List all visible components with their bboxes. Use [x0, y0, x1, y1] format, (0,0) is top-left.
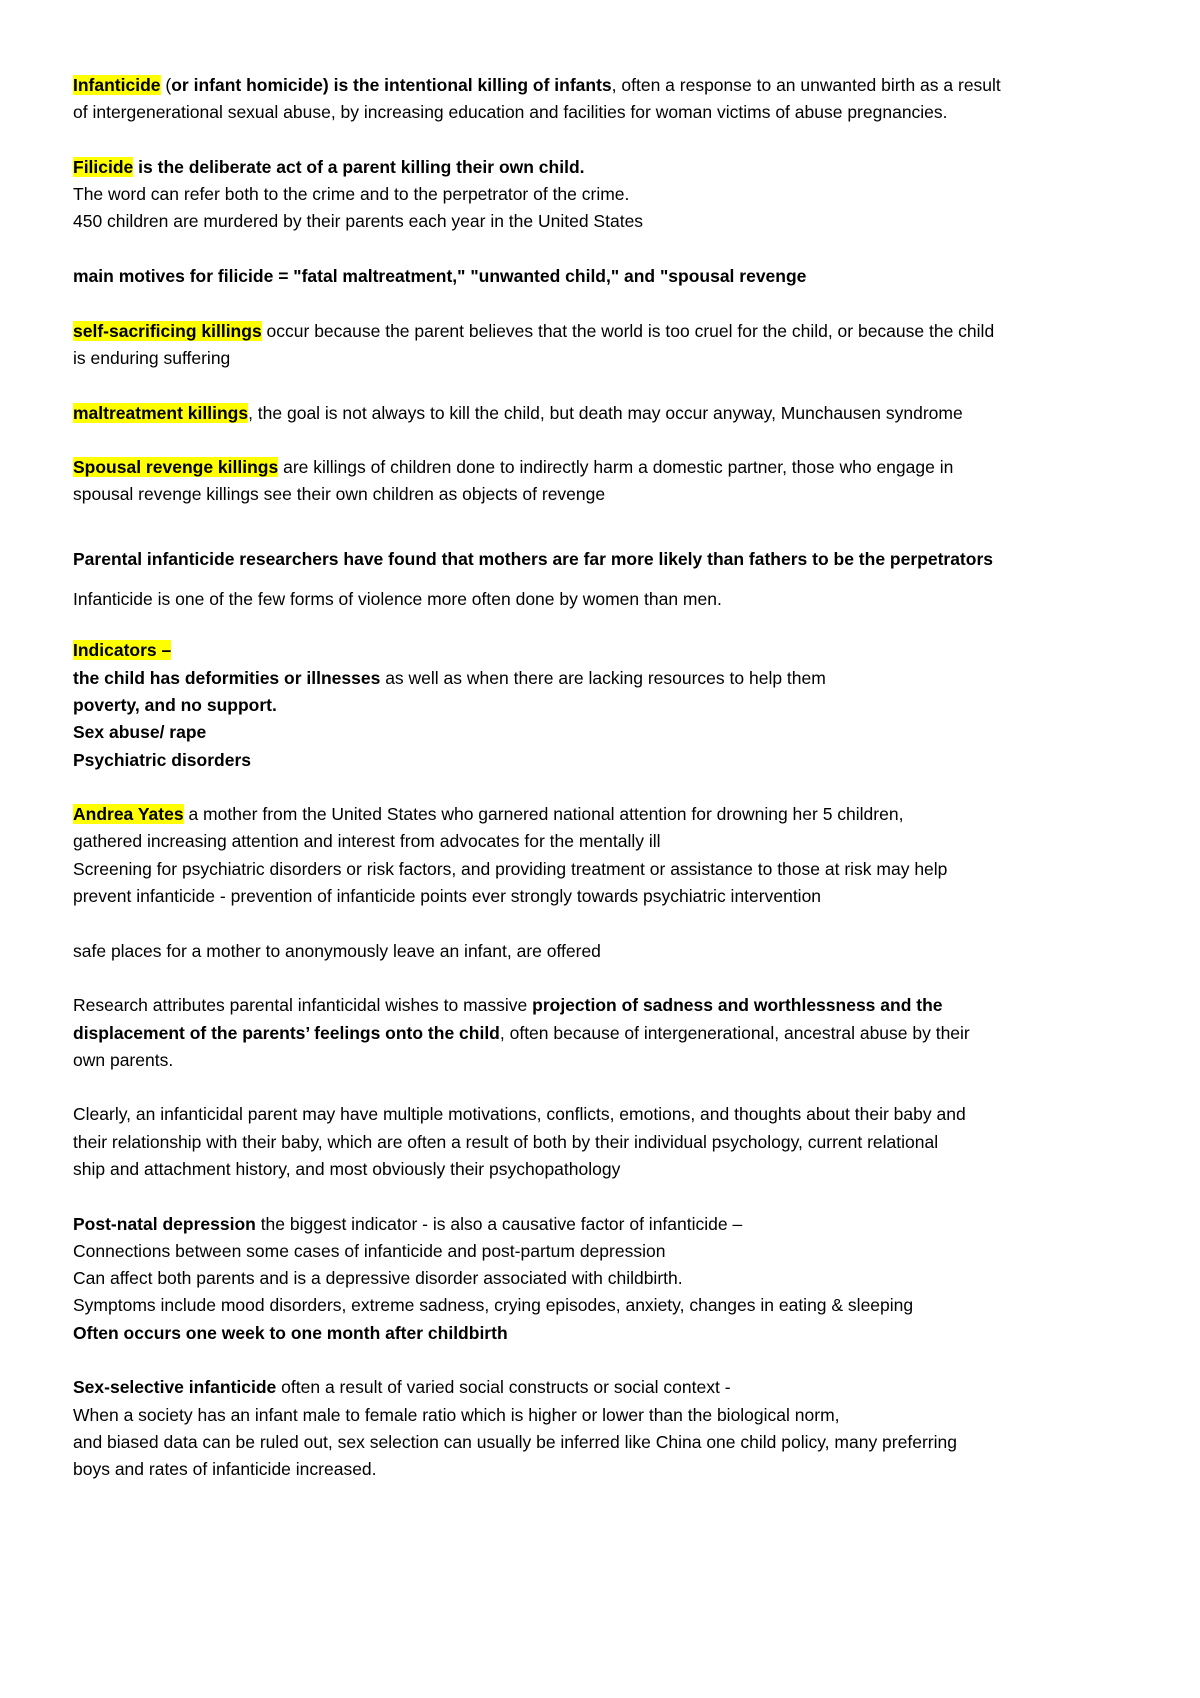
line: The word can refer both to the crime and to the perpetrator of the crime.: [73, 184, 630, 205]
line: 450 children are murdered by their parents each year in the United States: [73, 211, 644, 232]
text: (: [160, 75, 172, 95]
line: is enduring suffering: [73, 347, 231, 368]
paragraph-women-violence: [73, 586, 1143, 613]
paragraph-self-sacrificing: [73, 318, 1143, 373]
bold-text: Sex-selective infanticide: [73, 1377, 277, 1398]
line: Screening for psychiatric disorders or risk factors, and providing treatment or assistance to those at risk may help: [73, 858, 948, 879]
highlighted-term: Spousal revenge killings: [73, 457, 279, 478]
line: boys and rates of infanticide increased.: [73, 1459, 377, 1480]
paragraph-motives: [73, 263, 1143, 290]
line: safe places for a mother to anonymously leave an infant, are offered: [73, 940, 601, 961]
bold-line: Often occurs one week to one month after childbirth: [73, 1322, 508, 1343]
bold-line: Sex abuse/ rape: [73, 722, 207, 743]
highlighted-term: self-sacrificing killings: [73, 320, 262, 341]
line: and biased data can be ruled out, sex selection can usually be inferred like China one child policy, many preferring: [73, 1431, 957, 1452]
highlighted-term: Filicide: [73, 156, 134, 177]
line: [73, 154, 1143, 181]
document-page: [73, 72, 1143, 1484]
line: Clearly, an infanticidal parent may have multiple motivations, conflicts, emotions, and thoughts about their baby and: [73, 1104, 966, 1125]
text: a mother from the United States who garnered national attention for drowning her 5 children,: [183, 804, 904, 825]
highlighted-term: maltreatment killings: [73, 402, 249, 423]
text: Research attributes parental infanticidal wishes to massive: [73, 995, 533, 1016]
bold-line: Psychiatric disorders: [73, 749, 251, 770]
bold-line: main motives for filicide = "fatal maltreatment," "unwanted child," and "spousal revenge: [73, 266, 807, 287]
paragraph-safe-places: [73, 938, 1143, 965]
bold-text: displacement of the parents’ feelings onto the child: [73, 1022, 500, 1043]
highlighted-term: Andrea Yates: [73, 804, 184, 825]
line: [73, 665, 1143, 692]
text: the biggest indicator - is also a causative factor of infanticide –: [255, 1213, 743, 1234]
paragraph-research: [73, 992, 1143, 1074]
paragraph-filicide: [73, 154, 1143, 236]
line: Symptoms include mood disorders, extreme sadness, crying episodes, anxiety, changes in eating & sleeping: [73, 1295, 914, 1316]
bold-line: poverty, and no support.: [73, 694, 277, 715]
line: Connections between some cases of infanticide and post-partum depression: [73, 1240, 666, 1261]
paragraph-clearly: [73, 1101, 1143, 1183]
text: as well as when there are lacking resources to help them: [380, 667, 826, 688]
text: are killings of children done to indirectly harm a domestic partner, those who engage in: [278, 457, 954, 478]
line: When a society has an infant male to female ratio which is higher or lower than the biological norm,: [73, 1404, 840, 1425]
highlighted-term: Infanticide: [73, 75, 161, 95]
line: own parents.: [73, 1049, 174, 1070]
paragraph-indicators: [73, 637, 1143, 773]
text: , often because of intergenerational, ancestral abuse by their: [499, 1022, 970, 1043]
line: Infanticide is one of the few forms of violence more often done by women than men.: [73, 589, 722, 610]
text: occur because the parent believes that the world is too cruel for the child, or because the child: [261, 320, 995, 341]
line: ship and attachment history, and most obviously their psychopathology: [73, 1158, 621, 1179]
line: of intergenerational sexual abuse, by increasing education and facilities for woman victims of abuse pregnancies.: [73, 102, 948, 123]
line: prevent infanticide - prevention of infanticide points ever strongly towards psychiatric intervention: [73, 886, 822, 907]
line: spousal revenge killings see their own children as objects of revenge: [73, 484, 606, 505]
highlighted-term: Indicators –: [73, 640, 172, 661]
paragraph-parental-researchers: [73, 546, 1143, 573]
bold-text: the child has deformities or illnesses: [73, 667, 381, 688]
paragraph-sex-selective: [73, 1374, 1143, 1483]
line: their relationship with their baby, which are often a result of both by their individual psychology, current relational: [73, 1131, 939, 1152]
text: often a result of varied social constructs or social context -: [276, 1377, 731, 1398]
line: [73, 318, 1143, 345]
bold-text: Post-natal depression: [73, 1213, 256, 1234]
bold-text: is the deliberate act of a parent killing their own child.: [133, 156, 585, 177]
paragraph-maltreatment: [73, 400, 1143, 427]
paragraph-andrea-yates: [73, 801, 1143, 910]
line: Can affect both parents and is a depressive disorder associated with childbirth.: [73, 1268, 683, 1289]
line: [73, 400, 1143, 427]
line: [73, 801, 1143, 828]
line: [73, 637, 1143, 664]
bold-text: ) is the intentional killing of infants: [322, 75, 612, 95]
line: [73, 992, 1143, 1019]
line: [73, 72, 1143, 99]
text: , the goal is not always to kill the child, but death may occur anyway, Munchausen syndrome: [248, 402, 963, 423]
line: gathered increasing attention and interest from advocates for the mentally ill: [73, 831, 661, 852]
line: [73, 1374, 1143, 1401]
line: [73, 454, 1143, 481]
line: [73, 1020, 1143, 1047]
paragraph-post-natal: [73, 1211, 1143, 1347]
bold-text: projection of sadness and worthlessness and the: [532, 995, 943, 1016]
text: , often a response to an unwanted birth as a result: [611, 75, 1001, 95]
bold-line: Parental infanticide researchers have found that mothers are far more likely than fathers to be the perpetrators: [73, 548, 993, 569]
paragraph-infanticide: [73, 72, 1143, 127]
paragraph-spousal-revenge: [73, 454, 1143, 509]
bold-text: or infant homicide: [171, 75, 323, 95]
line: [73, 1211, 1143, 1238]
